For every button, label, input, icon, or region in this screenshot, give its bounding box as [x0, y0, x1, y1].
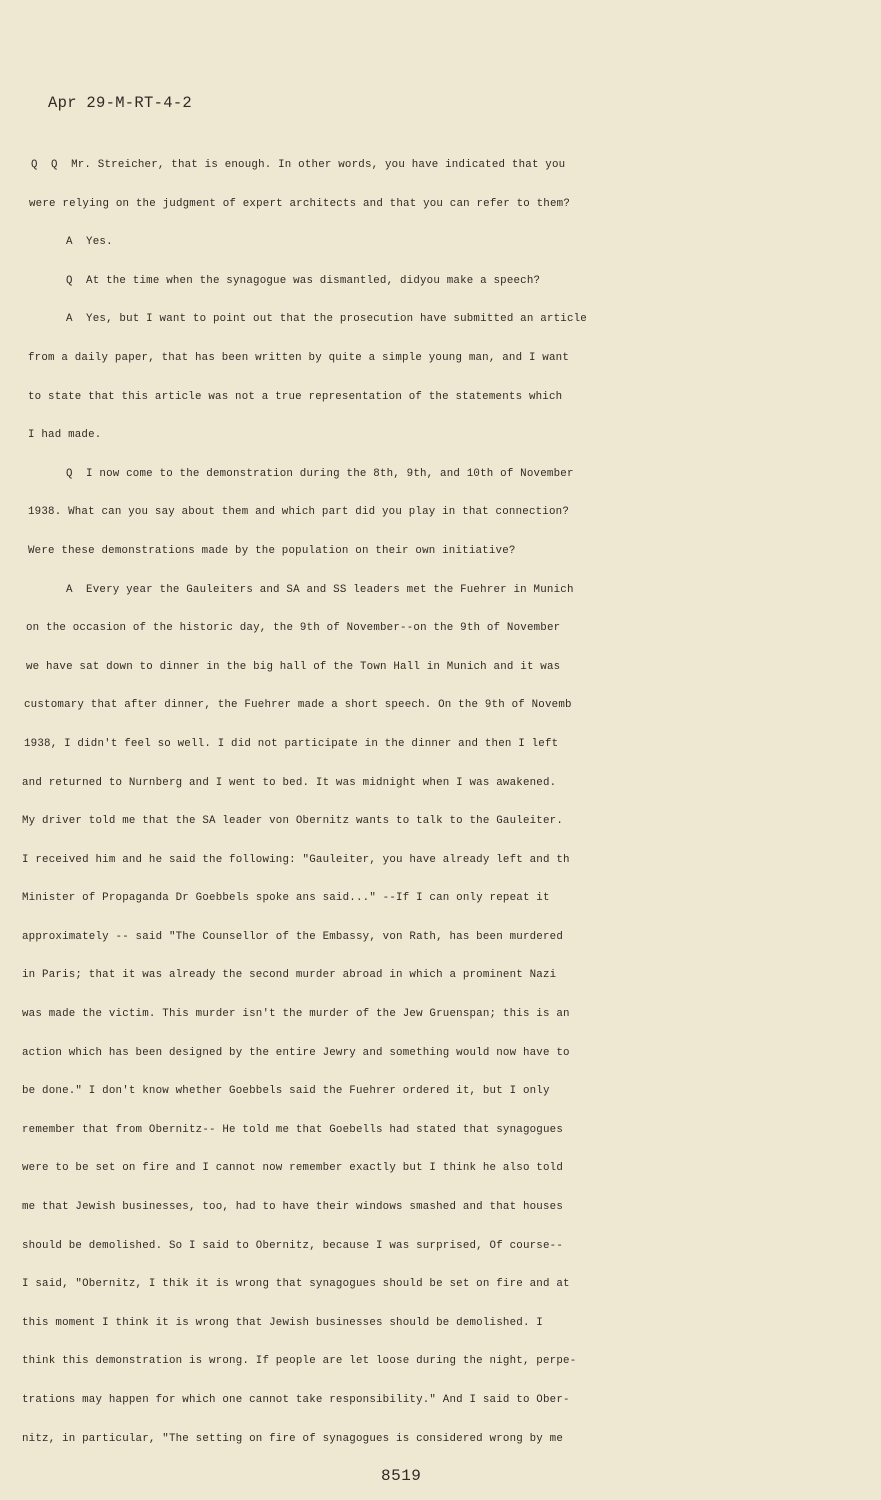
transcript-line: trations may happen for which one cannot take responsibility." And I said to Ober-	[22, 1394, 570, 1406]
transcript-line: Q I now come to the demonstration during the 8th, 9th, and 10th of November	[66, 467, 574, 480]
transcript-line: action which has been designed by the entire Jewry and something would now have to	[22, 1046, 570, 1059]
transcript-line: 1938. What can you say about them and which part did you play in that connection?	[28, 506, 570, 519]
transcript-line: nitz, in particular, "The setting on fire of synagogues is considered wrong by me	[22, 1432, 564, 1445]
transcript-line: were relying on the judgment of expert architects and that you can refer to them?	[29, 197, 571, 210]
transcript-line: we have sat down to dinner in the big hall of the Town Hall in Munich and it was	[26, 660, 561, 673]
transcript-line: on the occasion of the historic day, the 9th of November--on the 9th of November	[26, 622, 561, 635]
transcript-line: and returned to Nurnberg and I went to bed. It was midnight when I was awakened.	[22, 776, 557, 789]
transcript-line: think this demonstration is wrong. If people are let loose during the night, perpe-	[22, 1355, 577, 1368]
transcript-line: A Yes, but I want to point out that the prosecution have submitted an article	[66, 313, 587, 326]
transcript-line: I said, "Obernitz, I thik it is wrong that synagogues should be set on fire and at	[22, 1278, 570, 1291]
transcript-body	[0, 146, 881, 1458]
transcript-line: should be demolished. So I said to Obernitz, because I was surprised, Of course--	[22, 1239, 564, 1252]
transcript-line: A Every year the Gauleiters and SA and SS leaders met the Fuehrer in Munich	[66, 583, 574, 596]
page-header-reference: Apr 29-M-RT-4-2	[48, 94, 193, 112]
transcript-line: I had made.	[28, 429, 102, 442]
transcript-line: I received him and he said the following: "Gauleiter, you have already left and th	[22, 853, 570, 866]
transcript-line: Q Q Mr. Streicher, that is enough. In other words, you have indicated that you	[31, 159, 566, 171]
transcript-line: to state that this article was not a true representation of the statements which	[28, 390, 563, 403]
transcript-line: were to be set on fire and I cannot now remember exactly but I think he also told	[22, 1162, 564, 1175]
transcript-line: My driver told me that the SA leader von Obernitz wants to talk to the Gauleiter.	[22, 815, 564, 828]
transcript-line: A Yes.	[66, 236, 113, 249]
transcript-line: remember that from Obernitz-- He told me that Goebells had stated that synagogues	[22, 1123, 564, 1136]
transcript-line: was made the victim. This murder isn't the murder of the Jew Gruenspan; this is an	[22, 1008, 570, 1021]
transcript-line: Were these demonstrations made by the population on their own initiative?	[28, 544, 516, 557]
transcript-line: approximately -- said "The Counsellor of the Embassy, von Rath, has been murdered	[22, 930, 564, 943]
transcript-line: be done." I don't know whether Goebbels said the Fuehrer ordered it, but I only	[22, 1085, 550, 1098]
page-number: 8519	[381, 1467, 422, 1485]
transcript-line: Minister of Propaganda Dr Goebbels spoke ans said..." --If I can only repeat it	[22, 892, 550, 905]
transcript-line: Q At the time when the synagogue was dismantled, didyou make a speech?	[66, 274, 541, 287]
transcript-line: 1938, I didn't feel so well. I did not participate in the dinner and then I left	[24, 737, 559, 750]
transcript-line: from a daily paper, that has been written by quite a simple young man, and I want	[28, 351, 570, 364]
transcript-line: this moment I think it is wrong that Jewish businesses should be demolished. I	[22, 1316, 543, 1329]
transcript-line: customary that after dinner, the Fuehrer made a short speech. On the 9th of Novemb	[24, 699, 572, 712]
transcript-line: me that Jewish businesses, too, had to have their windows smashed and that houses	[22, 1201, 564, 1214]
transcript-line: in Paris; that it was already the second murder abroad in which a prominent Nazi	[22, 969, 557, 982]
